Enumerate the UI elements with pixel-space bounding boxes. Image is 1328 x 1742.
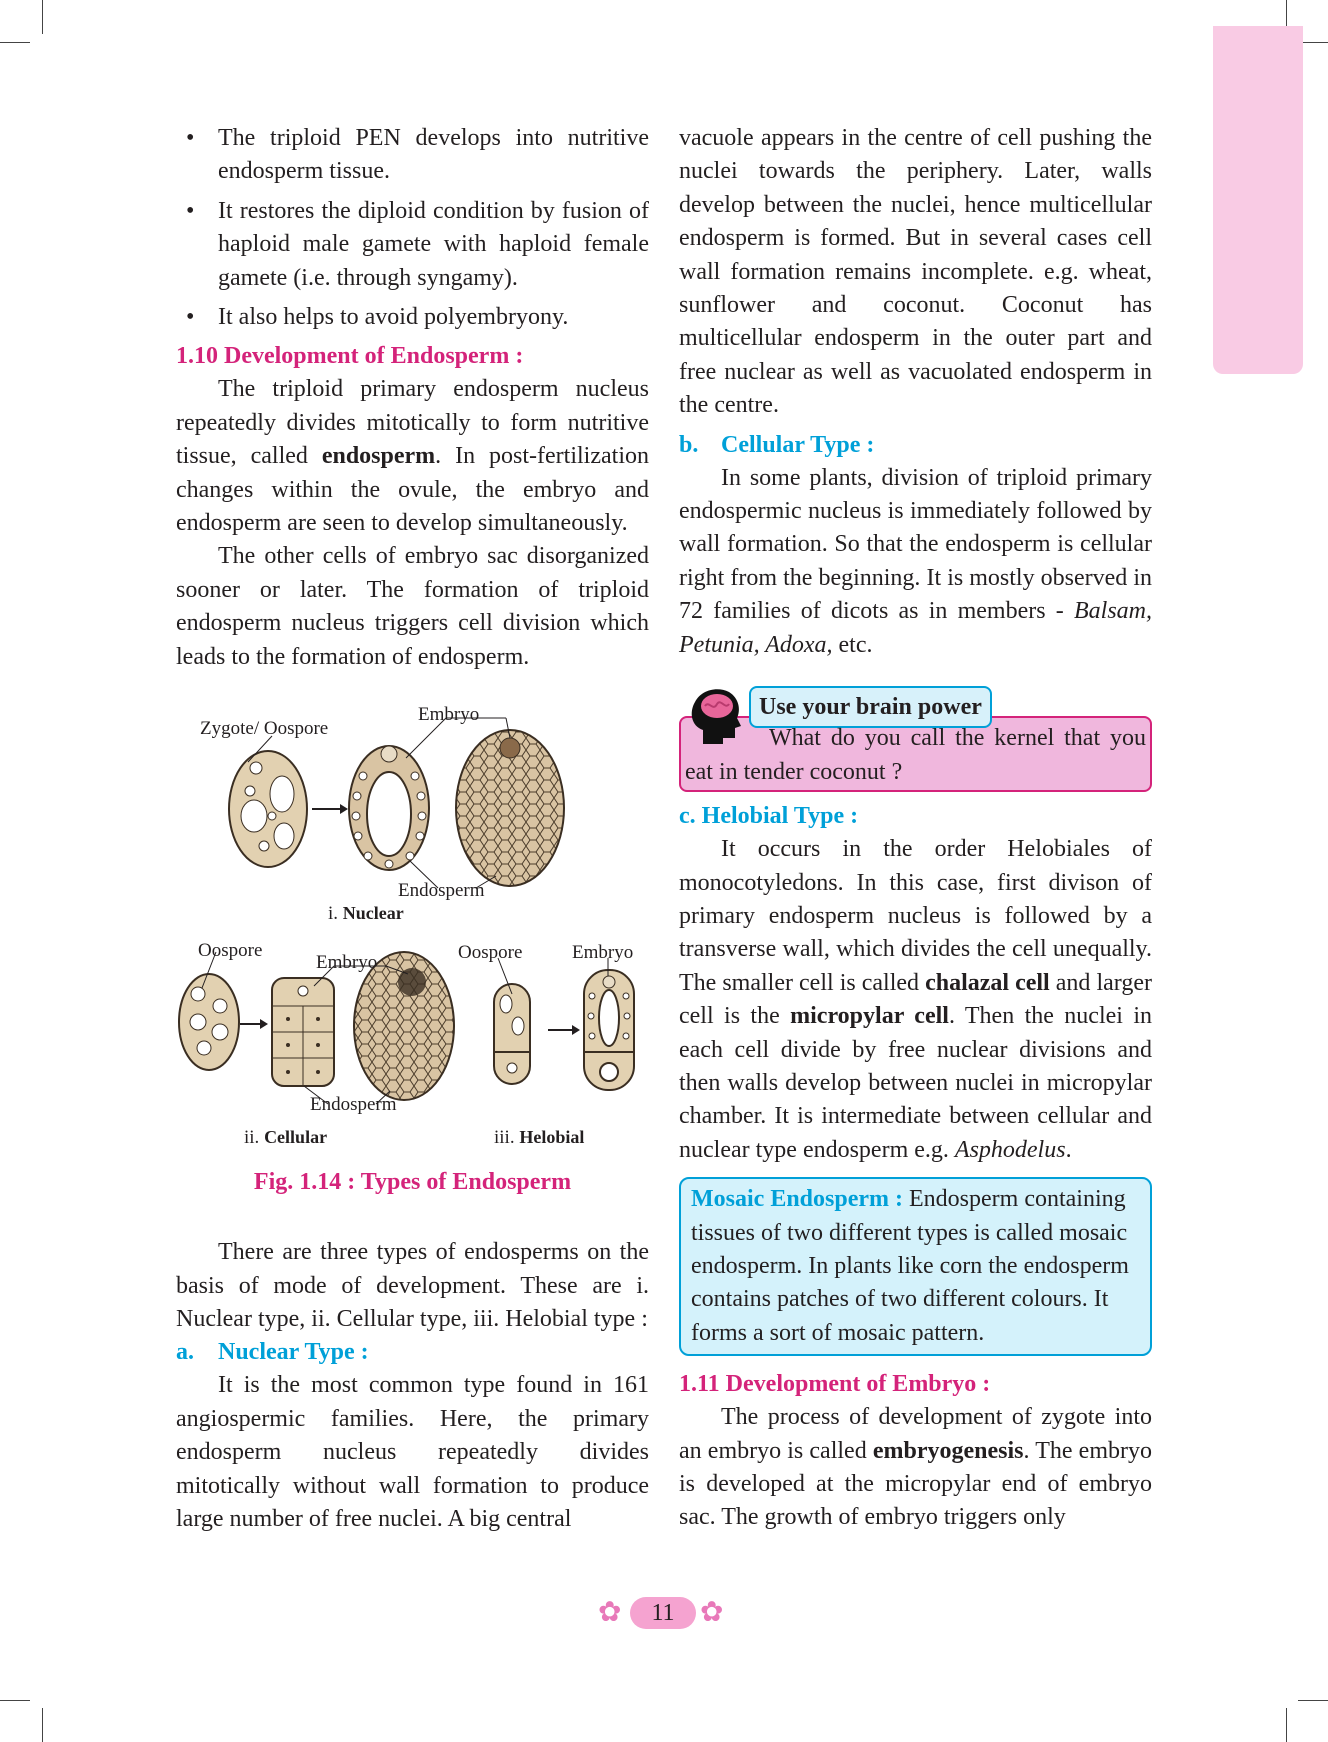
section-heading-1-11: 1.11 Development of Embryo : [679,1371,991,1398]
fig-label: Endosperm [310,1094,397,1116]
page-number: 11 [630,1597,696,1629]
bold-term: endosperm [321,443,436,470]
heading-cellular-type: b. Cellular Type : [679,431,875,458]
left-column [176,122,649,1536]
fig-label: Embryo [418,704,480,726]
endosperm-diagram [176,696,649,1166]
chapter-tab [1213,26,1303,374]
mosaic-text: Mosaic Endosperm : Endosperm containing tissues of two different types is called mosaic endosperm. In plants like corn the endosperm contains patches of two different colours. It forms a sort of mosaic pattern. [691,1186,1129,1346]
section-heading-1-10: 1.10 Development of Endosperm : [176,343,524,370]
paragraph: vacuole appears in the centre of cell pushing the nuclei towards the periphery. Later, walls develop between the nuclei, hence multicellular endosperm is formed. But in several cases cell wall formation remains incomplete. e.g. wheat, sunflower and coconut. Coconut has multicellular endosperm in the outer part and free nuclear as well as vacuolated endosperm in the centre. [679,125,1152,419]
fig-sublabel: i. Nuclear [328,903,404,925]
cellular-stage-1 [179,974,239,1070]
figure-caption: Fig. 1.14 : Types of Endosperm [253,1169,572,1196]
heading-helobial-type: c. Helobial Type : [679,803,859,830]
fig-sublabel: iii. Helobial [494,1127,585,1149]
fig-label: Embryo [316,952,378,974]
paragraph: The process of development of zygote into an embryo is called embryogenesis. The embryo is developed at the micropylar end of embryo sac. The growth of embryo triggers only [679,1404,1152,1531]
flower-ornament-icon: ✿ [700,1597,724,1628]
italic-examples: Balsam, Petunia, Adoxa, [679,598,1152,658]
nuclear-stage-2 [349,746,429,870]
crop-mark [0,42,30,43]
cellular-stage-3 [354,952,454,1100]
nuclear-stage-3 [456,730,564,886]
brain-power-question: What do you call the kernel that you eat in tender coconut ? [685,725,1146,785]
paragraph: There are three types of endosperms on the basis of mode of development. These are i. Nuclear type, ii. Cellular type, iii. Helobial type : [176,1239,649,1332]
fig-label: Oospore [458,942,523,964]
paragraph: The other cells of embryo sac disorganized sooner or later. The formation of triploid endosperm nucleus triggers cell division which leads to the formation of endosperm. [176,543,649,670]
bullet-list [176,122,649,334]
fig-label: Endosperm [398,880,485,902]
paragraph: It occurs in the order Helobiales of monocotyledons. In this case, first divison of primary endosperm nucleus is followed by a transverse wall, which divides the cell unequally. The smaller cell is called chalazal cell and larger cell is the micropylar cell. Then the nuclei in each cell divide by free nuclear divisions and then walls develop between nuclei in micropylar chamber. It is intermediate between cellular and nuclear type endosperm e.g. Asphodelus. [679,836,1152,1163]
flower-ornament-icon: ✿ [598,1597,622,1628]
fig-label: Embryo [572,942,634,964]
figure-endosperm-types [176,696,649,1236]
crop-mark [1298,1700,1328,1701]
helobial-stage-1 [494,984,530,1084]
fig-label: Oospore [198,940,263,962]
nuclear-stage-1 [229,751,307,867]
right-column [679,122,1152,1535]
list-item: • It restores the diploid condition by fusion of haploid male gamete with haploid female gamete (i.e. through syngamy). [176,195,649,295]
paragraph: It is the most common type found in 161 angiospermic families. Here, the primary endosperm nucleus repeatedly divides mitotically without wall formation to produce large number of free nuclei. A big central [176,1372,649,1532]
crop-mark [42,0,43,34]
page-number-ornament [596,1595,730,1631]
paragraph: In some plants, division of triploid primary endospermic nucleus is immediately followed by wall formation. So that the endosperm is cellular right from the beginning. It is mostly observed in 72 families of dicots as in members - Balsam, Petunia, Adoxa, etc. [679,464,1152,658]
brain-power-title: Use your brain power [749,686,992,728]
crop-mark [42,1708,43,1742]
crop-mark [0,1700,30,1701]
list-item: • It also helps to avoid polyembryony. [176,301,649,334]
list-item: • The triploid PEN develops into nutritive endosperm tissue. [176,122,649,189]
fig-label: Zygote/ Oospore [200,718,329,740]
paragraph: The triploid primary endosperm nucleus repeatedly divides mitotically to form nutritive tissue, called endosperm. In post-fertilization changes within the ovule, the embryo and endosperm are seen to develop simultaneously. [176,376,649,537]
helobial-stage-2 [584,970,634,1090]
brain-power-box [679,686,1152,796]
cellular-stage-2 [272,978,334,1086]
heading-nuclear-type: a. Nuclear Type : [176,1339,369,1366]
mosaic-endosperm-box [679,1177,1152,1356]
crop-mark [1286,1708,1287,1742]
fig-sublabel: ii. Cellular [244,1127,328,1149]
